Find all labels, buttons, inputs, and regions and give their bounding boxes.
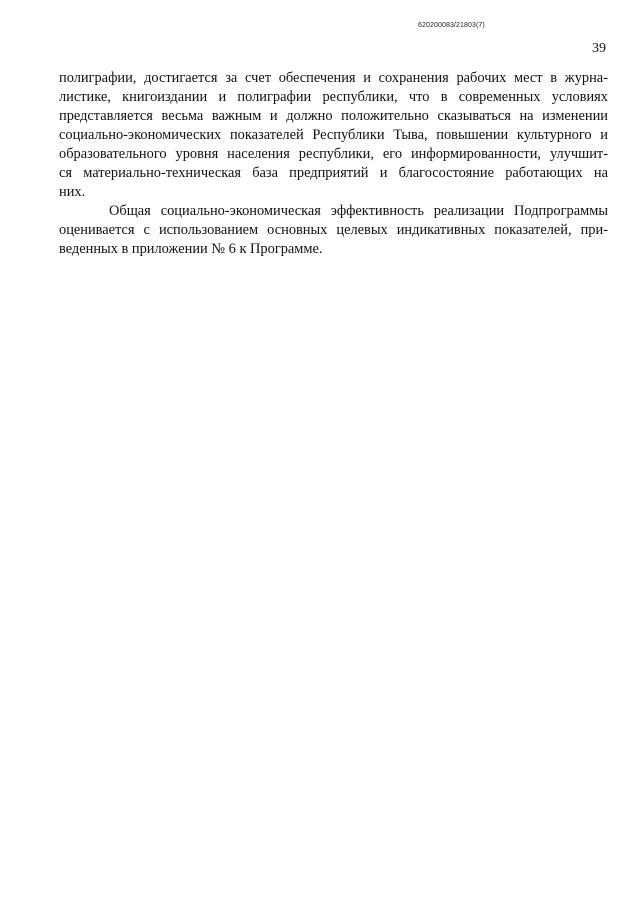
document-registration-code: 620200083/21803(7) [418, 22, 485, 29]
paragraph-2 [59, 202, 608, 259]
text-line: полиграфии, достигается за счет обеспечения и сохранения рабочих мест в журна- [59, 70, 608, 86]
text-line: социально-экономических показателей Республики Тыва, повышении культурного и [59, 127, 608, 143]
text-line: ся материально-техническая база предприятий и благосостояние работающих на [59, 165, 608, 181]
text-line: представляется весьма важным и должно положительно сказываться на изменении [59, 108, 608, 124]
body-text [59, 69, 608, 259]
text-line: веденных в приложении № 6 к Программе. [59, 241, 323, 257]
text-line: них. [59, 184, 86, 200]
text-line: Общая социально-экономическая эффективность реализации Подпрограммы [109, 203, 608, 219]
text-line: листике, книгоиздании и полиграфии республики, что в современных условиях [59, 89, 608, 105]
page-number: 39 [592, 41, 606, 56]
text-line: образовательного уровня населения республики, его информированности, улучшит- [59, 146, 608, 162]
paragraph-1 [59, 69, 608, 202]
text-line: оценивается с использованием основных целевых индикативных показателей, при- [59, 222, 608, 238]
